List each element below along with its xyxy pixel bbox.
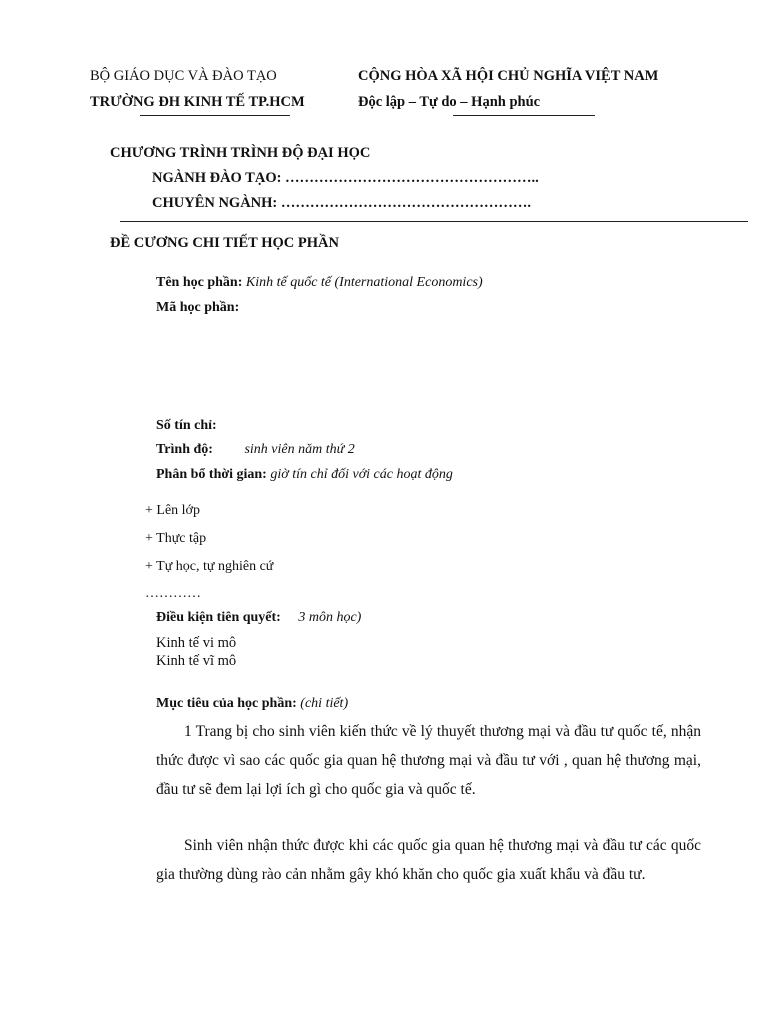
course-name-value: Kinh tế quốc tế (International Economics) — [245, 275, 483, 290]
level-label: Trình độ: — [156, 442, 213, 457]
activity-item: + Thực tập — [145, 531, 207, 546]
time-label: Phân bổ thời gian: — [156, 467, 267, 482]
time-row — [156, 467, 453, 483]
ministry-name: BỘ GIÁO DỤC VÀ ĐÀO TẠO — [90, 68, 277, 84]
objectives-note: (chi tiết) — [300, 696, 349, 711]
university-name: TRƯỜNG ĐH KINH TẾ TP.HCM — [90, 94, 305, 110]
national-motto: Độc lập – Tự do – Hạnh phúc — [358, 94, 541, 110]
objective-paragraph-2: Sinh viên nhận thức được khi các quốc gia quan hệ thương mại và đầu tư các quốc gia thường dùng rào cản nhằm gây khó khăn cho quốc gia xuất khẩu và đầu tư. — [156, 837, 701, 883]
ellipsis-line: ………… — [145, 586, 201, 601]
motto-underline — [453, 115, 595, 116]
section-divider — [120, 221, 748, 222]
outline-heading: ĐỀ CƯƠNG CHI TIẾT HỌC PHẦN — [110, 235, 339, 251]
specialization-line: CHUYÊN NGÀNH: ……………………………………………. — [152, 195, 532, 211]
objectives-row — [156, 696, 348, 712]
time-value: giờ tín chỉ đối với các hoạt động — [270, 467, 453, 482]
country-name: CỘNG HÒA XÃ HỘI CHỦ NGHĨA VIỆT NAM — [358, 68, 659, 84]
level-value: sinh viên năm thứ 2 — [244, 442, 355, 457]
activity-item: + Tự học, tự nghiên cứ — [145, 559, 274, 574]
activity-item: + Lên lớp — [145, 503, 200, 518]
level-row — [156, 442, 355, 458]
objectives-label: Mục tiêu của học phần: — [156, 696, 297, 711]
major-line: NGÀNH ĐÀO TẠO: …………………………………………….. — [152, 170, 539, 186]
program-title: CHƯƠNG TRÌNH TRÌNH ĐỘ ĐẠI HỌC — [110, 145, 371, 161]
credits-label: Số tín chỉ: — [156, 418, 217, 433]
prereq-item: Kinh tế vi mô — [156, 635, 237, 651]
prereq-label: Điều kiện tiên quyết: — [156, 610, 281, 625]
course-name-label: Tên học phần: — [156, 275, 243, 290]
objective-paragraph-1: 1 Trang bị cho sinh viên kiến thức về lý thuyết thương mại và đầu tư quốc tế, nhận thức được vì sao các quốc gia quan hệ thương mại và đầu tư với , quan hệ thương mại, đầu tư sẽ đem lại lợi ích gì cho quốc gia và quốc tế. — [156, 723, 701, 798]
course-name-row — [156, 275, 483, 291]
university-underline — [140, 115, 290, 116]
prereq-value: 3 môn học) — [298, 610, 362, 625]
course-code-label: Mã học phần: — [156, 300, 240, 315]
prereq-item: Kinh tế vĩ mô — [156, 653, 237, 669]
prereq-row — [156, 610, 361, 626]
